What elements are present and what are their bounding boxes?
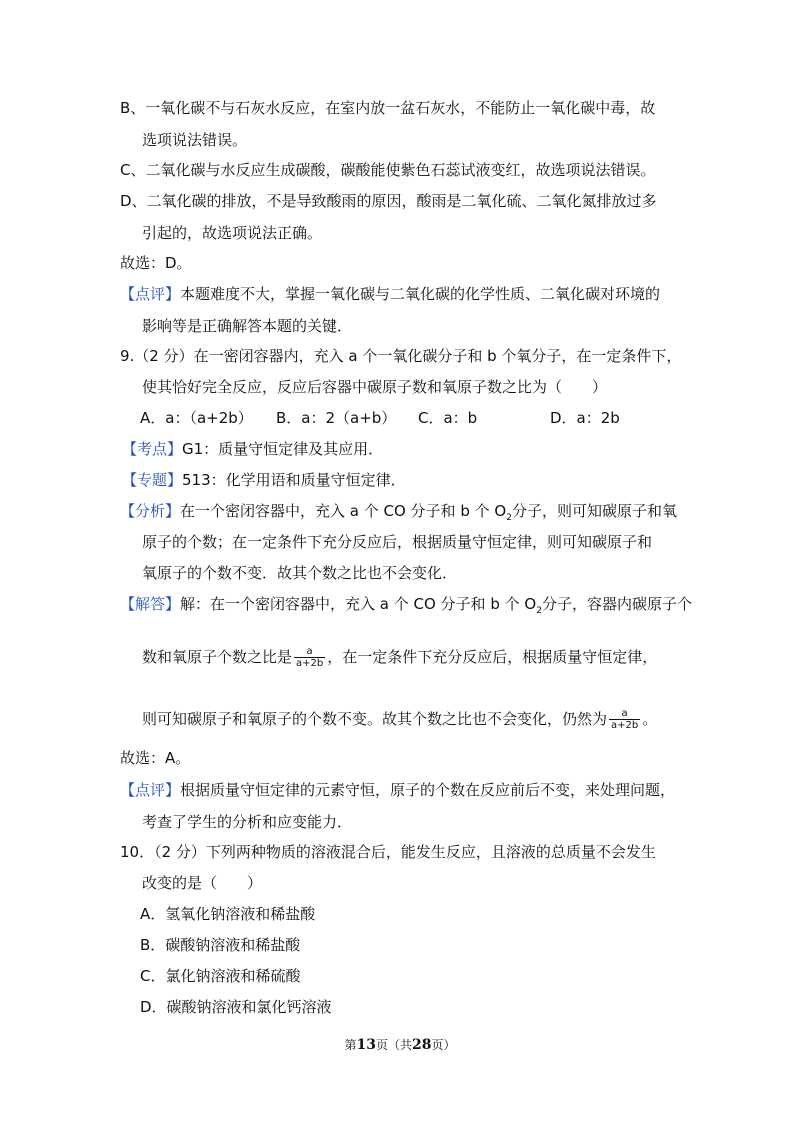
jieda-text-a: 解：在一个密闭容器中，充入 a 个 CO 分子和 b 个 O — [180, 595, 537, 613]
footer-text: 页） — [431, 1038, 456, 1052]
fraction — [294, 646, 325, 669]
fraction-numerator: a — [294, 646, 325, 658]
q10-option-a: A．氢氧化钠溶液和稀盐酸 — [140, 905, 316, 923]
q9-option-a: A．a：（a+2b） — [140, 409, 253, 427]
option-b-explanation-line1: B、一氧化碳不与石灰水反应，在室内放一盆石灰水，不能防止一氧化碳中毒，故 — [120, 99, 656, 117]
option-d-explanation-line2: 引起的，故选项说法正确。 — [142, 224, 323, 242]
q10-option-b: B．碳酸钠溶液和稀盐酸 — [140, 936, 301, 954]
jieda-text: 数和氧原子个数之比是 — [142, 648, 293, 666]
q8-comment-line1 — [120, 284, 800, 304]
footer-text: 页（共 — [375, 1038, 412, 1052]
q9-fenxi-line3: 氧原子的个数不变．故其个数之比也不会变化． — [142, 564, 458, 582]
q9-stem-line1: 9.（2 分）在一密闭容器内，充入 a 个一氧化碳分子和 b 个氧分子，在一定条件下， — [120, 347, 682, 365]
jieda-text: ，在一定条件下充分反应后，根据质量守恒定律， — [327, 648, 658, 666]
total-page-count: 28 — [412, 1037, 432, 1053]
q9-zhuanti — [122, 470, 800, 490]
q8-answer: 故选：D。 — [120, 254, 192, 272]
q9-option-b: B．a：2（a+b） — [276, 409, 397, 427]
q9-comment-line1 — [120, 780, 800, 800]
current-page-number: 13 — [356, 1037, 376, 1053]
q9-jieda-line2 — [142, 646, 800, 669]
fraction-denominator: a+2b — [296, 658, 324, 669]
footer-text: 第 — [344, 1038, 357, 1052]
q10-option-c: C．氯化钠溶液和稀硫酸 — [140, 967, 301, 985]
q9-option-d: D．a：2b — [550, 409, 620, 427]
q10-stem-line1: 10．（2 分）下列两种物质的溶液混合后，能发生反应，且溶液的总质量不会发生 — [120, 843, 656, 861]
q9-fenxi-line1 — [120, 501, 800, 528]
comment-text: 本题难度不大，掌握一氧化碳与二氧化碳的化学性质、二氧化碳对环境的 — [180, 285, 661, 303]
zhuanti-tag: 【专题】 — [122, 471, 183, 489]
jieda-text: 则可知碳原子和氧原子的个数不变。故其个数之比也不会变化，仍然为 — [142, 710, 608, 728]
q10-stem-line2: 改变的是（ ） — [142, 874, 263, 892]
fenxi-text-a: 在一个密闭容器中，充入 a 个 CO 分子和 b 个 O — [180, 502, 507, 520]
fenxi-tag: 【分析】 — [120, 502, 181, 520]
q9-option-c: C．a：b — [418, 409, 478, 427]
fraction-numerator: a — [609, 708, 640, 720]
jieda-text-b: 分子，容器内碳原子个 — [541, 595, 692, 613]
q9-stem-line2: 使其恰好完全反应，反应后容器中碳原子数和氧原子数之比为（ ） — [142, 378, 608, 396]
subscript-2: 2 — [536, 606, 542, 616]
jieda-tag: 【解答】 — [120, 595, 181, 613]
subscript-2: 2 — [506, 513, 512, 523]
jieda-text: 。 — [642, 710, 658, 728]
q10-option-d: D．碳酸钠溶液和氯化钙溶液 — [140, 998, 332, 1016]
kaodian-tag: 【考点】 — [122, 440, 183, 458]
fraction — [609, 708, 640, 731]
zhuanti-text: 513：化学用语和质量守恒定律． — [182, 471, 406, 489]
page-footer — [0, 1036, 800, 1053]
q9-answer: 故选：A。 — [120, 749, 191, 767]
q9-fenxi-line2: 原子的个数；在一定条件下充分反应后，根据质量守恒定律，则可知碳原子和 — [142, 533, 653, 551]
fenxi-text-b: 分子，则可知碳原子和氧 — [511, 502, 677, 520]
option-b-explanation-line2: 选项说法错误。 — [142, 131, 248, 149]
comment-text: 根据质量守恒定律的元素守恒，原子的个数在反应前后不变，来处理问题， — [180, 781, 676, 799]
comment-tag: 【点评】 — [120, 285, 181, 303]
q9-jieda-line1 — [120, 594, 800, 621]
q9-comment-line2: 考查了学生的分析和应变能力． — [142, 813, 353, 831]
fraction-denominator: a+2b — [611, 720, 639, 731]
option-d-explanation-line1: D、二氧化碳的排放，不是导致酸雨的原因，酸雨是二氧化硫、二氧化氮排放过多 — [120, 192, 657, 210]
q8-comment-line2: 影响等是正确解答本题的关键． — [142, 317, 353, 335]
kaodian-text: G1：质量守恒定律及其应用． — [182, 440, 384, 458]
q9-kaodian — [122, 439, 800, 459]
option-c-explanation: C、二氧化碳与水反应生成碳酸，碳酸能使紫色石蕊试液变红，故选项说法错误。 — [120, 161, 656, 179]
comment-tag: 【点评】 — [120, 781, 181, 799]
q9-jieda-line3 — [142, 708, 800, 731]
